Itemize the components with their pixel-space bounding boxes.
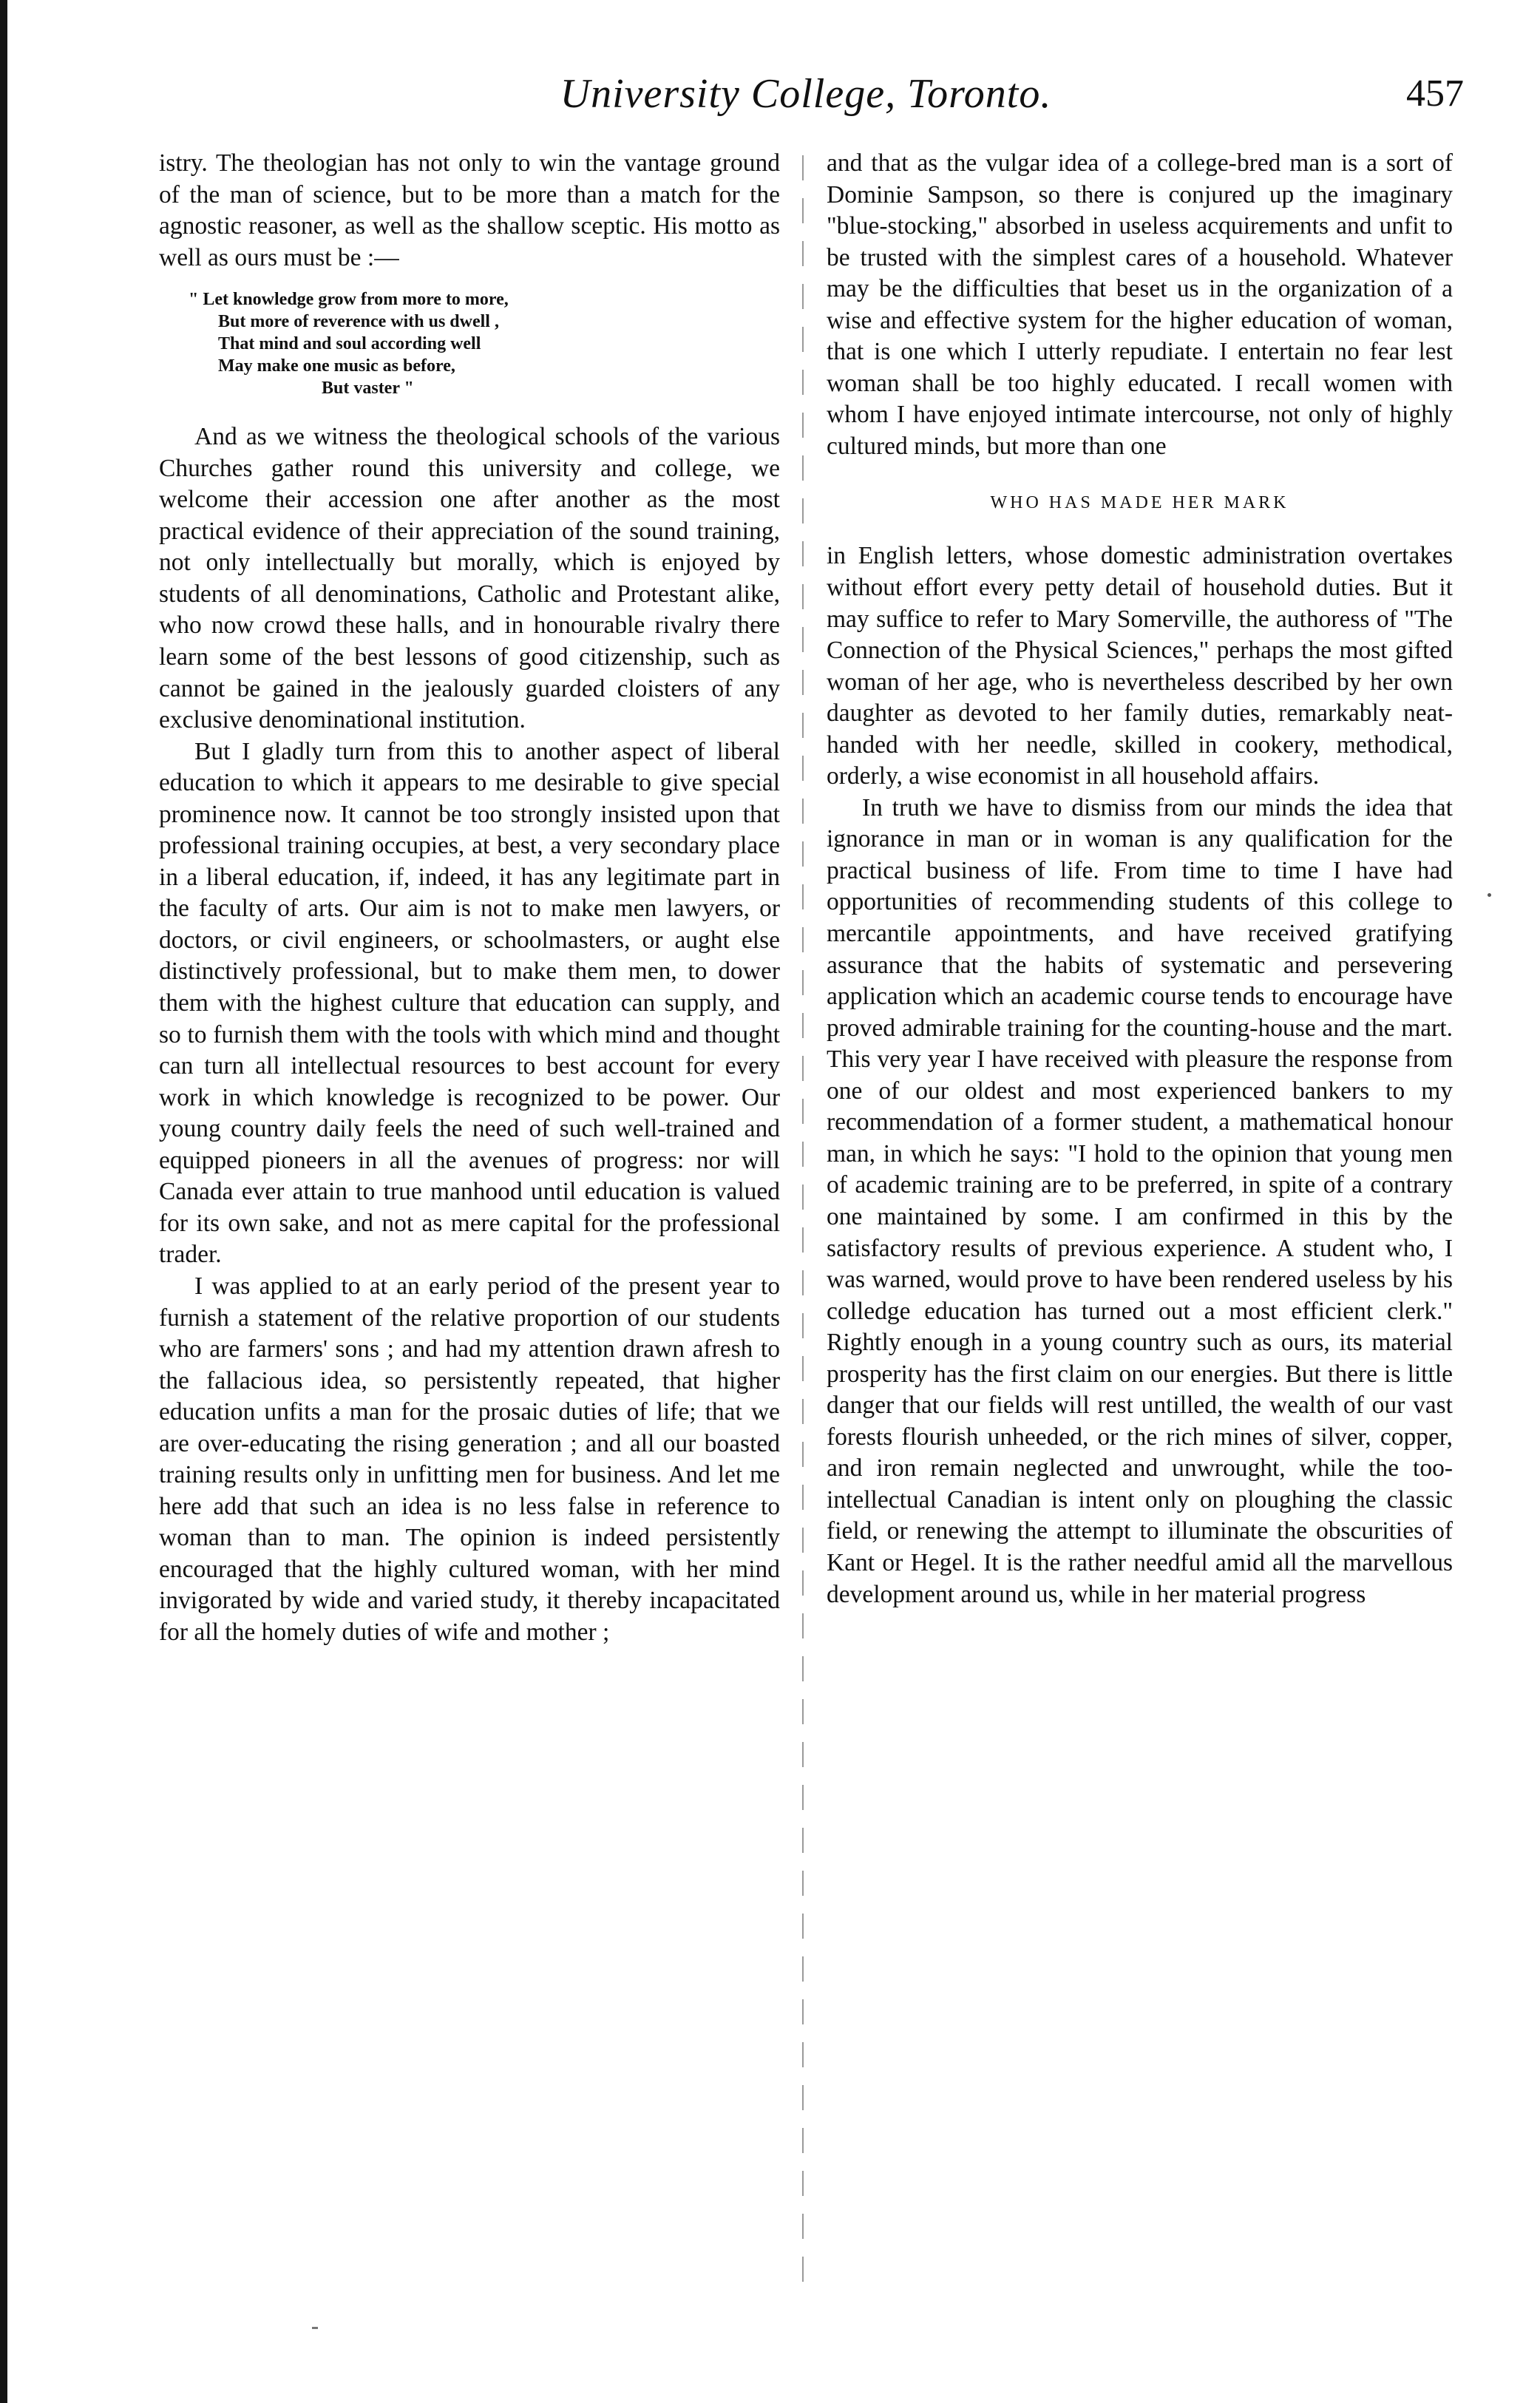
right-column xyxy=(827,148,1453,1610)
running-head xyxy=(148,68,1464,120)
margin-speck xyxy=(1488,893,1491,897)
verse-line: But more of reverence with us dwell , xyxy=(218,312,499,332)
paragraph: in English letters, whose domestic administration overtakes without effort every petty detail of household duties. But it may suffice to refer to Mary Somerville, the authoress of "The Connection of the Physical Sciences," perhaps the most gifted woman of her age, who is nevertheless described by her own daughter as devoted to her family duties, remarkably neat-handed with her needle, skilled in cookery, methodical, orderly, a wise economist in all household affairs. xyxy=(827,542,1453,790)
page-edge-rule xyxy=(0,0,7,2403)
column-divider xyxy=(802,155,804,2285)
verse-line: May make one music as before, xyxy=(218,356,455,376)
section-heading: WHO HAS MADE HER MARK xyxy=(990,493,1289,513)
bottom-speck xyxy=(312,2327,318,2329)
page-number: 457 xyxy=(1406,72,1464,115)
verse-line: That mind and soul according well xyxy=(218,334,481,354)
paragraph: I was applied to at an early period of the present year to furnish a statement of the relative proportion of our students who are farmers' sons ; and had my attention drawn afresh to the fallacious idea, so persistently repeated, that higher education unfits a man for the prosaic duties of life; that we are over-educating the rising generation ; and all our boasted training results only in unfitting men for business. And let me here add that such an idea is no less false in reference to woman than to man. The opinion is indeed persistently encouraged that the highly cultured woman, with her mind invigorated by wide and varied study, it thereby incapacitated for all the homely duties of wife and mother ; xyxy=(159,1272,780,1646)
left-column xyxy=(159,148,780,1649)
verse-line: " Let knowledge grow from more to more, xyxy=(189,290,509,310)
paragraph: istry. The theologian has not only to win the vantage ground of the man of science, but to be more than a match for the agnostic reasoner, as well as the shallow sceptic. His motto as well as ours must be :— xyxy=(159,149,780,271)
running-title: University College, Toronto. xyxy=(560,71,1052,117)
paragraph: But I gladly turn from this to another aspect of liberal education to which it appears to me desirable to give special prominence now. It cannot be too strongly insisted upon that professional training occupies, at best, a very secondary place in a liberal education, if, indeed, it has any legitimate part in the faculty of arts. Our aim is not to make men lawyers, or doctors, or civil engineers, or schoolmasters, or aught else distinctively professional, but to make them men, to dower them with the highest culture that education can supply, and so to furnish them with the tools with which mind and thought can turn all intellectual resources to best account for every work in which knowledge is recognized to be power. Our young country daily feels the need of such well-trained and equipped pioneers in all the avenues of progress: nor will Canada ever attain to true manhood until education is valued for its own sake, and not as mere capital for the professional trader. xyxy=(159,737,780,1269)
paragraph: In truth we have to dismiss from our minds the idea that ignorance in man or in woman is any qualification for the practical business of life. From time to time I have had opportunities of recommending students of this college to mercantile appointments, and have received gratifying assurance that the habits of systematic and persevering application which an academic course tends to encourage have proved admirable training for the counting-house and the mart. This very year I have received with pleasure the response from one of our oldest and most experienced bankers to my recommendation of a former student, a mathematical honour man, in which he says: "I hold to the opinion that young men of academic training are to be preferred, in spite of a contrary one maintained by some. I am confirmed in this by the satisfactory results of previous experience. A student who, I was warned, would prove to have been rendered useless by his colledge education has turned out a most efficient clerk." Rightly enough in a young country such as ours, its material prosperity has the first claim on our energies. But there is little danger that our fields will rest untilled, the wealth of our vast forests flourish unheeded, or the rich mines of silver, copper, and iron remain neglected and unwrought, while the too-intellectual Canadian is intent only on ploughing the classic field, or renewing the attempt to illuminate the obscurities of Kant or Hegel. It is the rather needful amid all the marvellous development around us, while in her material progress xyxy=(827,793,1453,1608)
verse-line: But vaster " xyxy=(322,379,414,399)
paragraph: And as we witness the theological schools of the various Churches gather round this university and college, we welcome their accession one after another as the most practical evidence of their appreciation of the sound training, not only intellectually but morally, which is enjoyed by students of all denominations, Catholic and Protestant alike, who now crowd these halls, and in honourable rivalry there learn some of the best lessons of good citizenship, such as cannot be gained in the jealously guarded cloisters of any exclusive denominational institution. xyxy=(159,423,780,734)
verse-quotation xyxy=(189,288,780,399)
paragraph: and that as the vulgar idea of a college-bred man is a sort of Dominie Sampson, so there is conjured up the imaginary "blue-stocking," absorbed in useless acquirements and unfit to be trusted with the simplest cares of a household. Whatever may be the difficulties that beset us in the organization of a wise and effective system for the higher education of woman, that is one which I utterly repudiate. I entertain no fear lest woman shall be too highly educated. I recall women with whom I have enjoyed intimate intercourse, not only of highly cultured minds, but more than one xyxy=(827,149,1453,460)
